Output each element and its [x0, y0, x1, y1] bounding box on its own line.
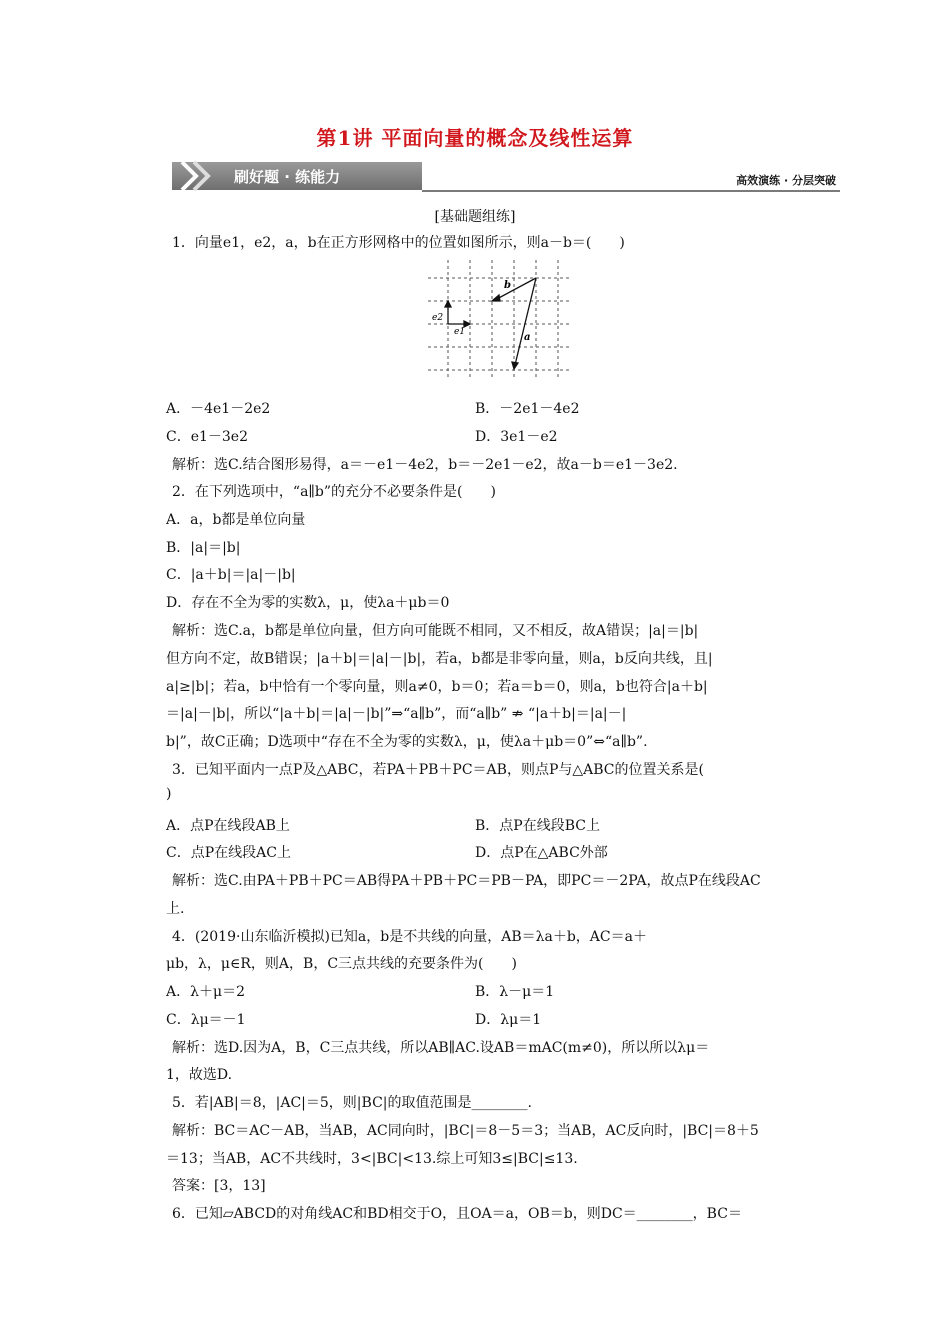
label-b: b [504, 280, 511, 291]
question-3-cont: ) [166, 786, 172, 802]
q3-option-b: B．点P在线段BC上 [475, 818, 600, 834]
banner-left-label: 刷好题 · 练能力 [234, 168, 341, 186]
section-banner [172, 160, 840, 194]
q4-option-a: A．λ＋μ＝2 [166, 984, 245, 1000]
section-heading: [基础题组练] [434, 209, 516, 225]
vector-grid-figure [420, 258, 580, 378]
q3-analysis-2: 上. [166, 901, 185, 917]
q4-analysis-1: 解析：选D.因为A，B，C三点共线，所以AB∥AC.设AB＝mAC(m≠0)，所以所以λμ＝ [172, 1040, 710, 1056]
q4-option-b: B．λ－μ＝1 [475, 984, 555, 1000]
label-e1: e1 [454, 327, 466, 337]
banner-rule [422, 190, 840, 192]
q3-option-a: A．点P在线段AB上 [166, 818, 290, 834]
question-4-cont: μb，λ，μ∈R，则A，B，C三点共线的充要条件为( ) [166, 956, 517, 972]
question-6: 6．已知▱ABCD的对角线AC和BD相交于O，且OA＝a，OB＝b，则DC＝________，BC＝ [172, 1206, 742, 1222]
q2-analysis-3: a|≥|b|；若a，b中恰有一个零向量，则a≠0，b＝0；若a＝b＝0，则a，b也符合|a＋b| [166, 679, 708, 695]
q4-analysis-2: 1，故选D. [166, 1067, 233, 1083]
label-a: a [524, 332, 531, 343]
q5-answer: 答案：[3，13] [172, 1178, 266, 1194]
q2-option-b: B．|a|＝|b| [166, 540, 241, 556]
question-1: 1．向量e1，e2，a，b在正方形网格中的位置如图所示，则a－b＝( ) [172, 235, 625, 251]
q1-option-a: A．－4e1－2e2 [166, 401, 271, 417]
q2-option-d: D．存在不全为零的实数λ，μ，使λa＋μb＝0 [166, 595, 450, 611]
q4-option-d: D．λμ＝1 [475, 1012, 542, 1028]
q2-analysis-4: ＝|a|－|b|，所以“|a＋b|＝|a|－|b|”⇒“a∥b”，而“a∥b” ⇏ “|a＋b|＝|a|－| [166, 706, 627, 722]
question-2: 2．在下列选项中，“a∥b”的充分不必要条件是( ) [172, 484, 496, 500]
question-3: 3．已知平面内一点P及△ABC，若PA＋PB＋PC＝AB，则点P与△ABC的位置关系是( [172, 762, 704, 778]
q2-analysis-1: 解析：选C.a，b都是单位向量，但方向可能既不相同，又不相反，故A错误；|a|＝|b| [172, 623, 699, 639]
q2-option-c: C．|a＋b|＝|a|－|b| [166, 567, 296, 583]
label-e2: e2 [432, 313, 444, 323]
q1-option-b: B．－2e1－4e2 [475, 401, 580, 417]
q2-analysis-5: b|”，故C正确；D选项中“存在不全为零的实数λ，μ，使λa＋μb＝0”⇔“a∥b”. [166, 734, 648, 750]
q5-analysis-2: ＝13；当AB，AC不共线时，3<|BC|<13.综上可知3≤|BC|≤13. [166, 1151, 578, 1167]
page-title: 第1讲 平面向量的概念及线性运算 [316, 126, 634, 150]
q1-option-c: C．e1－3e2 [166, 429, 249, 445]
q1-option-d: D．3e1－e2 [475, 429, 558, 445]
q1-analysis: 解析：选C.结合图形易得，a＝－e1－4e2，b＝－2e1－e2，故a－b＝e1－3e2. [172, 457, 678, 473]
question-4: 4．(2019·山东临沂模拟)已知a，b是不共线的向量，AB＝λa＋b，AC＝a＋ [172, 929, 647, 945]
q3-option-d: D．点P在△ABC外部 [475, 845, 608, 861]
q2-option-a: A．a，b都是单位向量 [166, 512, 306, 528]
banner-right-label: 高效演练 · 分层突破 [736, 174, 836, 187]
q3-analysis-1: 解析：选C.由PA＋PB＋PC＝AB得PA＋PB＋PC＝PB－PA，即PC＝－2PA，故点P在线段AC [172, 873, 761, 889]
q2-analysis-2: 但方向不定，故B错误；|a＋b|＝|a|－|b|，若a，b都是非零向量，则a，b反向共线，且| [166, 651, 713, 667]
chevron-arrows-icon [178, 160, 218, 192]
q3-option-c: C．点P在线段AC上 [166, 845, 291, 861]
question-5: 5．若|AB|＝8，|AC|＝5，则|BC|的取值范围是________. [172, 1095, 532, 1111]
q4-option-c: C．λμ＝－1 [166, 1012, 246, 1028]
q5-analysis-1: 解析：BC＝AC－AB，当AB，AC同向时，|BC|＝8－5＝3；当AB，AC反向时，|BC|＝8＋5 [172, 1123, 759, 1139]
